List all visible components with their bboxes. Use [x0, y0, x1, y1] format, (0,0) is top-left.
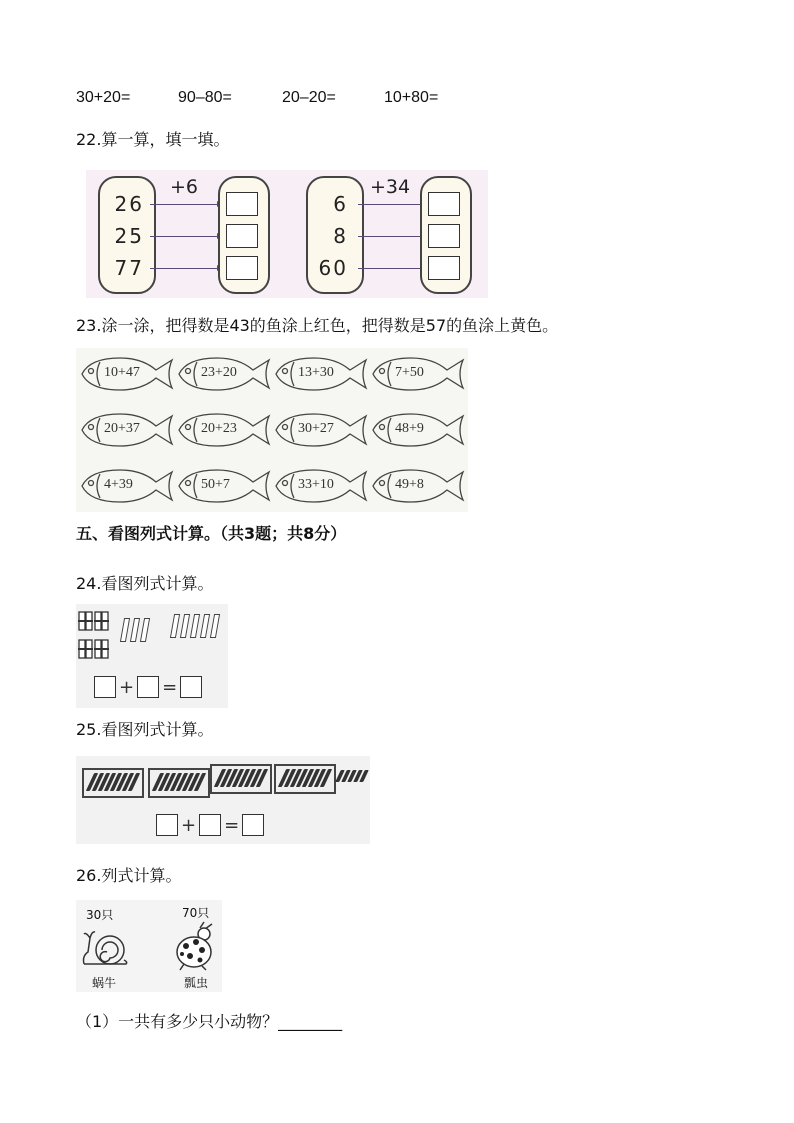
snail-count: 30只 [86, 908, 114, 922]
ten-stick-box [274, 764, 336, 794]
q24-answer-box-2[interactable] [137, 676, 159, 698]
fish-label: 30+27 [298, 421, 334, 436]
fish-label: 13+30 [298, 365, 334, 380]
q22-right-number-2: 8 [333, 224, 348, 248]
q22-right-number-3: 60 [318, 256, 348, 280]
q25-title: 25.看图列式计算。 [76, 720, 214, 739]
fish-item[interactable] [274, 466, 370, 506]
stick-icon [180, 614, 190, 638]
stick-icon [140, 618, 150, 642]
q23-fish-panel [76, 348, 468, 512]
q26-sub1: （1）一共有多少只小动物？________ [76, 1012, 343, 1031]
equation-3: 20–20= [282, 89, 336, 106]
snail-icon [80, 922, 132, 972]
q25-equation: + = [156, 814, 264, 836]
fish-label: 50+7 [201, 477, 230, 492]
bundle-of-ten-icon [76, 608, 116, 664]
ten-stick-box [210, 764, 272, 794]
stick-icon [120, 618, 130, 642]
stick-icon [130, 618, 140, 642]
fish-item[interactable] [177, 410, 273, 450]
q24-answer-box-1[interactable] [94, 676, 116, 698]
q22-left-arrow-1 [150, 204, 222, 205]
q22-right-answer-box-2[interactable] [428, 224, 460, 248]
q24-equation: + = [94, 676, 202, 698]
q22-right-operator: +34 [370, 176, 411, 198]
equation-4: 10+80= [384, 89, 439, 106]
q22-title: 22.算一算，填一填。 [76, 130, 230, 149]
stick-icon [200, 614, 210, 638]
q22-left-answer-box-1[interactable] [226, 192, 258, 216]
q25-answer-box-3[interactable] [242, 814, 264, 836]
equation-1: 30+20= [76, 89, 131, 106]
q22-left-number-3: 77 [114, 256, 144, 280]
snail-label: 蜗牛 [92, 976, 117, 990]
q25-answer-box-2[interactable] [199, 814, 221, 836]
q22-left-arrow-3 [150, 268, 222, 269]
ladybug-count: 70只 [182, 906, 210, 920]
fish-item[interactable] [371, 354, 467, 394]
stick-icon [210, 614, 220, 638]
q22-left-answer-box-2[interactable] [226, 224, 258, 248]
loose-sticks [334, 768, 370, 788]
q25-figure [76, 756, 370, 844]
q22-left-number-1: 26 [114, 192, 144, 216]
fish-item[interactable] [80, 354, 176, 394]
fish-item[interactable] [371, 466, 467, 506]
fish-label: 20+37 [104, 421, 140, 436]
q22-left-arrow-2 [150, 236, 222, 237]
q22-figure [86, 170, 488, 298]
fish-item[interactable] [371, 410, 467, 450]
stick-icon [190, 614, 200, 638]
fish-item[interactable] [177, 466, 273, 506]
fish-label: 49+8 [395, 477, 424, 492]
q22-left-answer-box-3[interactable] [226, 256, 258, 280]
q24-figure [76, 604, 228, 708]
q22-left-number-2: 25 [114, 224, 144, 248]
fish-label: 48+9 [395, 421, 424, 436]
fish-label: 23+20 [201, 365, 237, 380]
q23-title: 23.涂一涂，把得数是43的鱼涂上红色，把得数是57的鱼涂上黄色。 [76, 316, 559, 335]
equation-2: 90–80= [178, 89, 232, 106]
ladybug-icon [172, 920, 220, 972]
ladybug-label: 瓢虫 [184, 976, 209, 990]
q22-right-number-1: 6 [333, 192, 348, 216]
q25-answer-box-1[interactable] [156, 814, 178, 836]
q26-title: 26.列式计算。 [76, 866, 182, 885]
q22-left-operator: +6 [170, 176, 199, 198]
fish-label: 10+47 [104, 365, 140, 380]
q22-right-answer-box-3[interactable] [428, 256, 460, 280]
fish-item[interactable] [274, 354, 370, 394]
fish-item[interactable] [177, 354, 273, 394]
q24-title: 24.看图列式计算。 [76, 574, 214, 593]
fish-item[interactable] [274, 410, 370, 450]
q26-figure [76, 900, 222, 992]
stick-icon [170, 614, 180, 638]
ten-stick-box [82, 768, 144, 798]
fish-label: 20+23 [201, 421, 237, 436]
fish-item[interactable] [80, 410, 176, 450]
ten-stick-box [148, 768, 210, 798]
fish-label: 7+50 [395, 365, 424, 380]
q24-answer-box-3[interactable] [180, 676, 202, 698]
q22-right-answer-box-1[interactable] [428, 192, 460, 216]
section-5-title: 五、看图列式计算。（共3题；共8分） [76, 524, 347, 543]
fish-item[interactable] [80, 466, 176, 506]
fish-label: 4+39 [104, 477, 133, 492]
fish-label: 33+10 [298, 477, 334, 492]
